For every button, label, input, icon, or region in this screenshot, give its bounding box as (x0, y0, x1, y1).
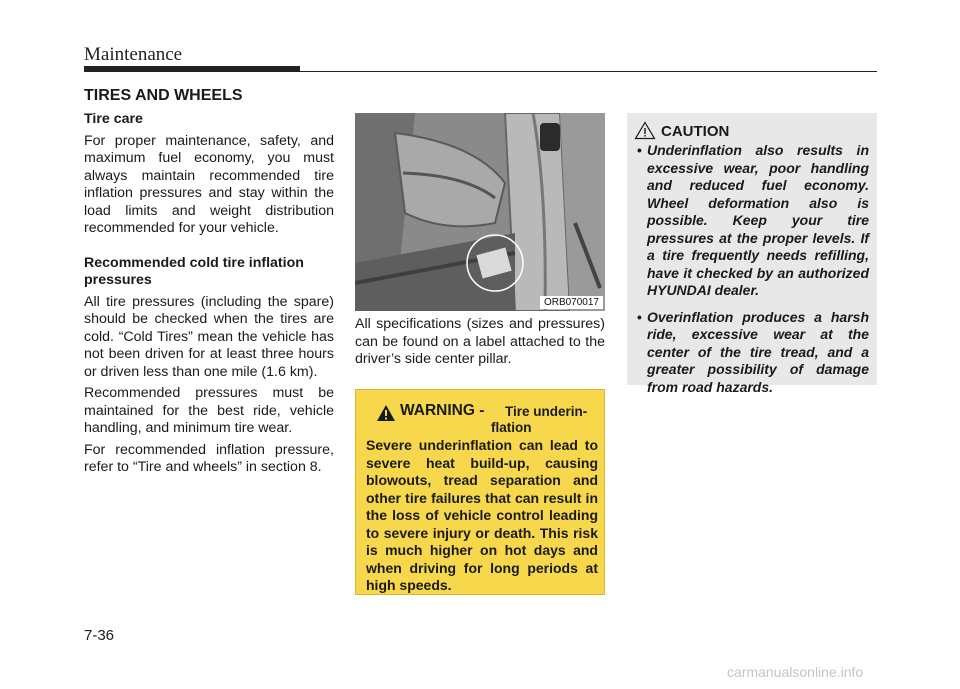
tire-care-heading: Tire care (84, 111, 143, 127)
warning-triangle-icon (376, 404, 396, 422)
watermark: carmanualsonline.info (727, 664, 864, 680)
running-header: Maintenance (84, 44, 183, 65)
figure-code: ORB070017 (540, 296, 603, 309)
bullet: • (637, 142, 642, 158)
caution-triangle-icon (634, 121, 656, 140)
caution-item-text: Overinflation produces a harsh ride, excessive wear at the center of the tire tread, and a greater possibility of damage from road hazards. (647, 308, 869, 395)
caution-item-underinflation (637, 142, 869, 300)
tire-care-paragraph: For proper maintenance, safety, and maximum fuel economy, you must always maintain recommended tire inflation pressures and stay within the load limits and weight distribution recommended for your vehicle. (84, 132, 334, 236)
door-pillar-illustration (355, 113, 605, 311)
cold-inflation-paragraph-2: Recommended pressures must be maintained for the best ride, vehicle handling, and minimum tire wear. (84, 385, 334, 436)
section-title: TIRES AND WHEELS (84, 87, 243, 104)
cold-inflation-heading-line2: pressures (84, 272, 152, 288)
caution-list (637, 142, 869, 405)
warning-header (366, 402, 596, 436)
cold-inflation-paragraph-1: All tire pressures (including the spare) should be checked when the tires are cold. “Cold Tires” mean the vehicle has not been driven for at least three hours or driven less than one mile (1.6 km). (84, 293, 334, 380)
header-rule-thick (84, 66, 300, 72)
caution-item-overinflation (637, 309, 869, 397)
caution-box (627, 113, 877, 395)
cold-inflation-heading-line1: Recommended cold tire inflation (84, 254, 304, 271)
warning-word: WARNING - (400, 402, 485, 419)
warning-box (355, 389, 605, 595)
left-column (84, 111, 334, 477)
door-pillar-photo (355, 113, 605, 311)
cold-inflation-paragraph-3: For recommended inflation pressure, refer to “Tire and wheels” in section 8. (84, 441, 334, 475)
warning-subject-line2: flation (491, 420, 532, 435)
figure-caption: All specifications (sizes and pressures) can be found on a label attached to the driver’s side center pillar. (355, 316, 605, 367)
warning-body: Severe underinflation can lead to severe heat build-up, causing blowouts, tread separation and other tire failures that can result in the loss of vehicle control leading to severe injury or death. This risk is much higher on hot days and when driving for long periods at high speeds. (366, 437, 598, 593)
header-rule-thin (300, 71, 877, 72)
caution-item-text: Underinflation also results in excessive wear, poor handling and reduced fuel economy. Wheel deformation also is possible. Keep your tire pressures at the proper levels. If a tire frequently needs refilling, have it checked by an authorized HYUNDAI dealer. (647, 142, 869, 298)
bullet: • (637, 308, 642, 325)
warning-subject-line1: Tire underin- (505, 404, 588, 419)
page-number: 7-36 (84, 627, 115, 644)
caution-word: CAUTION (661, 123, 730, 140)
